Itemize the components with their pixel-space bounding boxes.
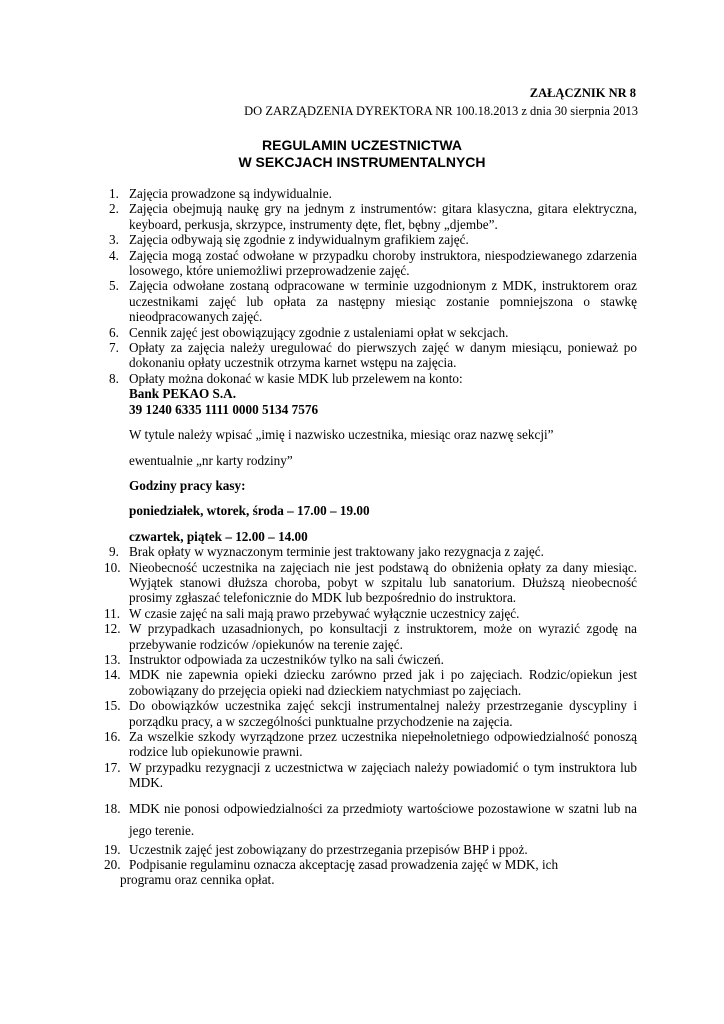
cashier-hours-1: poniedziałek, wtorek, środa – 17.00 – 19.00	[129, 503, 370, 519]
list-item: 14. MDK nie zapewnia opieki dziecku zarówno przed jak i po zajęciach. Rodzic/opiekun jest zobowiązany do przejęcia opieki nad dzieckiem natychmiast po zajęciach.	[104, 667, 637, 698]
order-reference: DO ZARZĄDZENIA DYREKTORA NR 100.18.2013 z dnia 30 sierpnia 2013	[244, 104, 638, 118]
account-number: 39 1240 6335 1111 0000 5134 7576	[129, 401, 319, 417]
list-item: 18. MDK nie ponosi odpowiedzialności za przedmioty wartościowe pozostawione w szatni lub na jego terenie.	[104, 800, 637, 838]
final-line: programu oraz cennika opłat.	[120, 872, 275, 888]
list-item: 19. Uczestnik zajęć jest zobowiązany do przestrzegania przepisów BHP i ppoż.	[104, 841, 528, 857]
list-item: 12. W przypadkach uzasadnionych, po konsultacji z instruktorem, może on wyrazić zgodę na przebywanie rodziców /opiekunów na terenie zajęć.	[104, 621, 637, 652]
transfer-title-note: W tytule należy wpisać „imię i nazwisko uczestnika, miesiąc oraz nazwę sekcji”	[129, 427, 554, 443]
document-title-line2: W SEKCJACH INSTRUMENTALNYCH	[238, 154, 486, 170]
cashier-hours-label: Godziny pracy kasy:	[129, 477, 246, 493]
cashier-hours-2: czwartek, piątek – 12.00 – 14.00	[129, 528, 308, 544]
list-item: 16. Za wszelkie szkody wyrządzone przez uczestnika niepełnoletniego odpowiedzialność ponoszą rodzice lub opiekunowie prawni.	[104, 729, 637, 760]
list-item: 3. Zajęcia odbywają się zgodnie z indywidualnym grafikiem zajęć.	[109, 232, 469, 248]
list-item: 8. Opłaty można dokonać w kasie MDK lub przelewem na konto:	[109, 370, 463, 386]
list-item: 10. Nieobecność uczestnika na zajęciach nie jest podstawą do obniżenia opłaty za dany miesiąc. Wyjątek stanowi dłuższa choroba, pobyt w szpitalu lub sanatorium. Dłuższą nieobecność prosimy zgłaszać telefonicznie do MDK lub bezpośrednio do instruktora.	[104, 559, 637, 606]
rules-list	[104, 186, 637, 888]
list-item: 15. Do obowiązków uczestnika zajęć sekcji instrumentalnej należy przestrzeganie dyscypliny i porządku pracy, a w szczególności punktualne przychodzenie na zajęcia.	[104, 698, 637, 729]
list-item: 9. Brak opłaty w wyznaczonym terminie jest traktowany jako rezygnacja z zajęć.	[109, 544, 544, 560]
list-item: 4. Zajęcia mogą zostać odwołane w przypadku choroby instruktora, niespodziewanego zdarzenia losowego, które uniemożliwi przeprowadzenie zajęć.	[109, 247, 637, 279]
list-item: 7. Opłaty za zajęcia należy uregulować do pierwszych zajęć w danym miesiącu, ponieważ po dokonaniu opłaty uczestnik otrzyma karnet wstępu na zajęcia.	[109, 340, 637, 371]
list-item: 17. W przypadku rezygnacji z uczestnictwa w zajęciach należy powiadomić o tym instruktora lub MDK.	[104, 759, 637, 791]
annex-number: ZAŁĄCZNIK NR 8	[529, 86, 636, 100]
list-item: 6. Cennik zajęć jest obowiązujący zgodnie z ustaleniami opłat w sekcjach.	[109, 324, 509, 340]
optional-note: ewentualnie „nr karty rodziny”	[129, 452, 293, 468]
list-item: 13. Instruktor odpowiada za uczestników tylko na sali ćwiczeń.	[104, 651, 444, 667]
bank-name: Bank PEKAO S.A.	[129, 386, 236, 402]
list-item: 11. W czasie zajęć na sali mają prawo przebywać wyłącznie uczestnicy zajęć.	[104, 605, 520, 621]
list-item: 20. Podpisanie regulaminu oznacza akceptację zasad prowadzenia zajęć w MDK, ich	[104, 857, 559, 873]
list-item: 5. Zajęcia odwołane zostaną odpracowane w terminie uzgodnionym z MDK, instruktorem oraz uczestnikami zajęć lub opłata za następny miesiąc zostanie pomniejszona o stawkę nieodpracowanych zajęć.	[109, 278, 637, 325]
list-item: 2. Zajęcia obejmują naukę gry na jednym z instrumentów: gitara klasyczna, gitara elektryczna, keyboard, perkusja, skrzypce, instrumenty dęte, flet, bębny „djembe”.	[109, 201, 637, 232]
list-item: 1. Zajęcia prowadzone są indywidualnie.	[109, 186, 332, 201]
document-title-line1: REGULAMIN UCZESTNICTWA	[262, 137, 462, 153]
